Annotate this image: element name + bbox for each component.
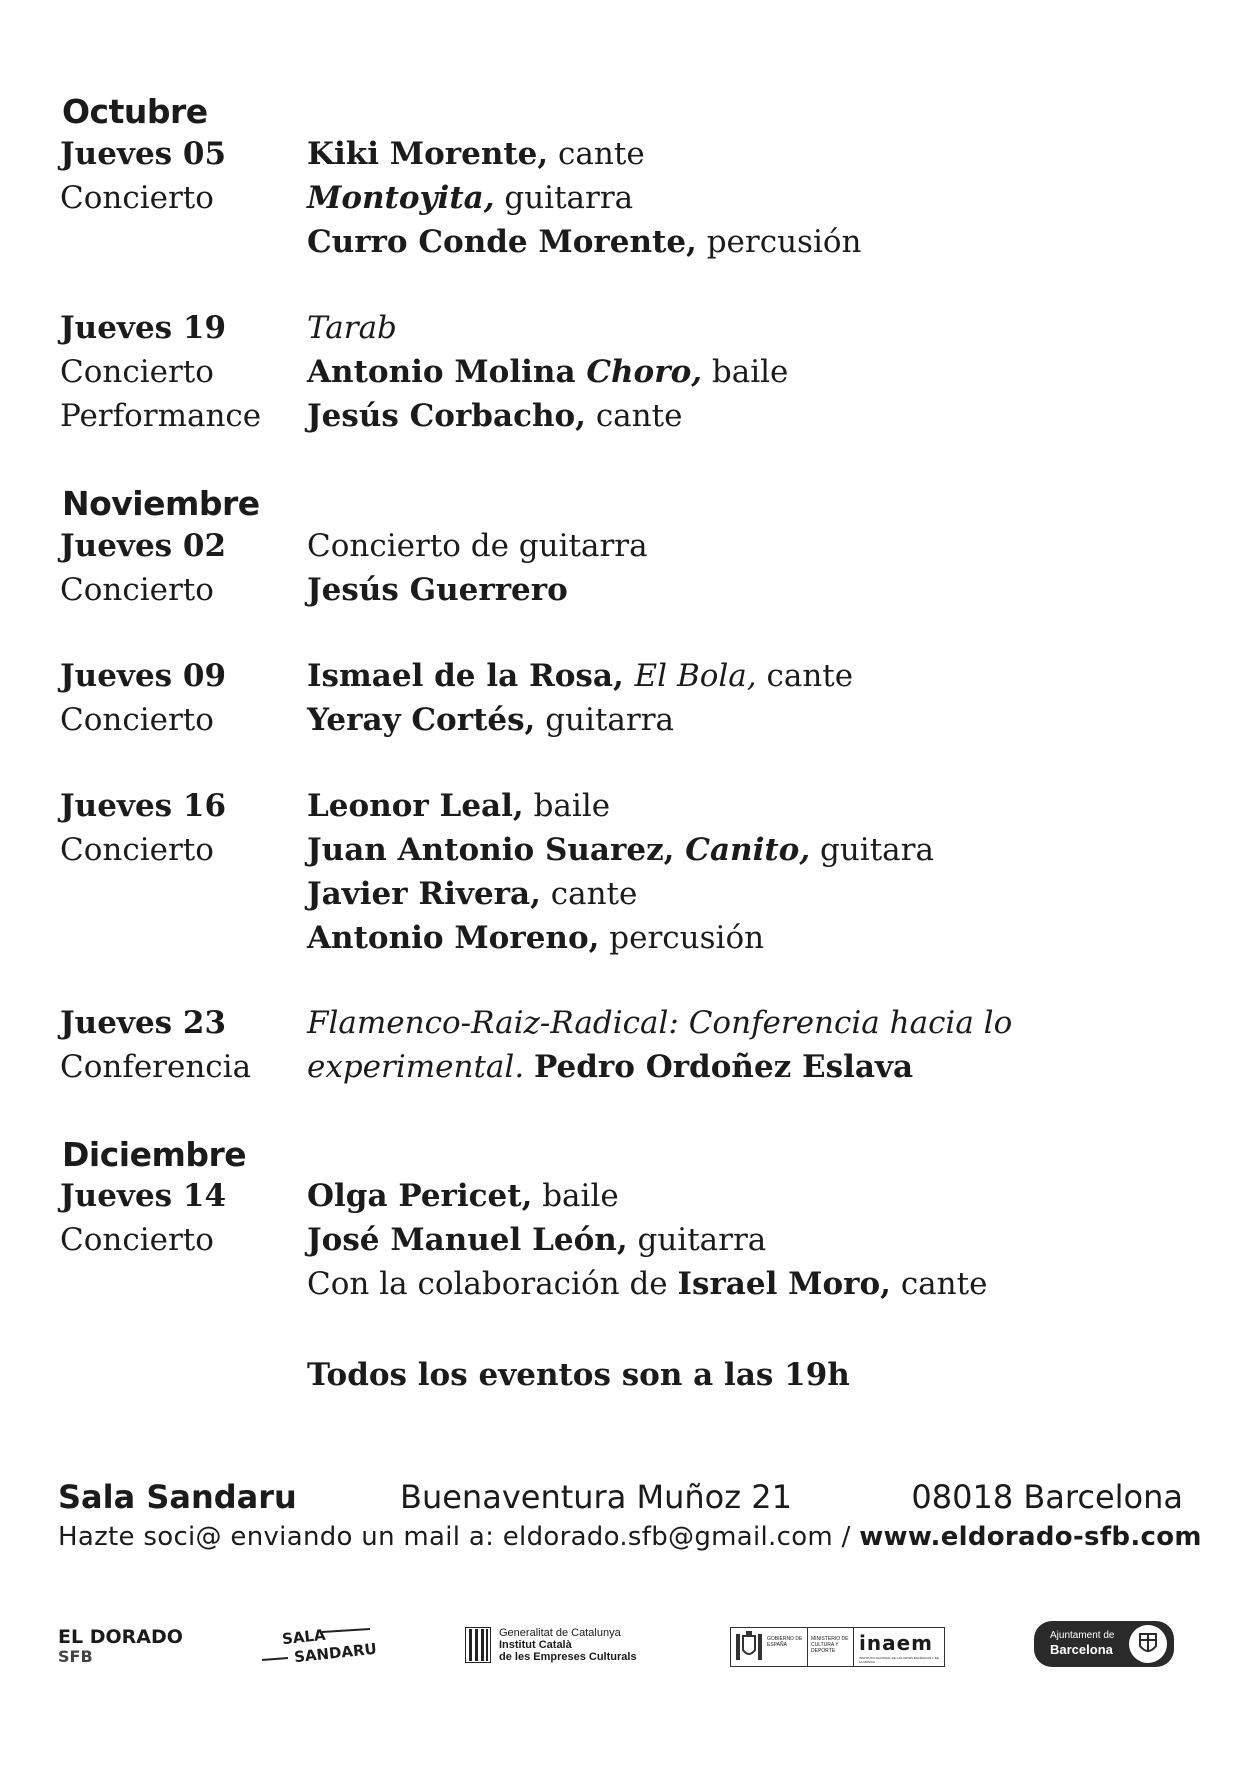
event-type: Concierto (60, 832, 214, 868)
role-text: Concierto de guitarra (307, 528, 648, 564)
performer-name: Olga Pericet, (307, 1178, 533, 1214)
performer-name: José Manuel León, (307, 1222, 628, 1258)
role-text: percusión (696, 224, 862, 260)
role-text: guitara (810, 832, 934, 868)
event-type: Concierto (60, 572, 214, 608)
performer-name: Antonio Moreno, (307, 920, 600, 956)
event-details (307, 132, 1187, 264)
event-type: Concierto (60, 180, 214, 216)
event-day: Jueves 09 (60, 658, 227, 694)
event-type: Performance (60, 398, 262, 434)
ajuntament-line1: Ajuntament de (1050, 1630, 1115, 1641)
inaem-subtitle: INSTITUTO NACIONAL DE LAS ARTES ESCÉNICAS Y DE LA MÚSICA (859, 1656, 939, 1664)
role-text: cante (890, 1266, 988, 1302)
performer-name: Choro, (586, 354, 703, 390)
event-type: Concierto (60, 354, 214, 390)
event-date-column (60, 524, 300, 612)
event-line (307, 1045, 1187, 1089)
performer-name: Javier Rivera, (307, 876, 541, 912)
catalan-flag-icon (465, 1627, 491, 1663)
venue-name: Sala Sandaru (58, 1478, 297, 1516)
event-date-column (60, 784, 300, 872)
event-line (307, 306, 1187, 350)
role-text: baile (523, 788, 611, 824)
generalitat-line1: Generalitat de Catalunya (499, 1627, 621, 1639)
event-line (307, 350, 1187, 394)
event-details (307, 654, 1187, 742)
event-day: Jueves 02 (60, 528, 227, 564)
event-line (307, 568, 1187, 612)
sala-sandaru-logo (258, 1624, 378, 1670)
role-text: cante (756, 658, 854, 694)
generalitat-line2: Institut Català (499, 1639, 572, 1651)
role-text: cante (540, 876, 638, 912)
performer-name: Israel Moro, (677, 1266, 891, 1302)
event-day: Jueves 05 (60, 136, 227, 172)
ministerio-text: MINISTERIO DE CULTURA Y DEPORTE (811, 1636, 849, 1654)
event-type: Conferencia (60, 1049, 252, 1085)
event-line (307, 872, 1187, 916)
role-text: experimental. (307, 1049, 535, 1085)
month-heading: Diciembre (62, 1135, 247, 1174)
role-text: Tarab (307, 310, 397, 346)
event-details (307, 306, 1187, 438)
event-line (307, 1218, 1187, 1262)
event-line (307, 132, 1187, 176)
event-details (307, 1174, 1187, 1306)
performer-name: Jesús Corbacho, (307, 398, 586, 434)
event-line (307, 698, 1187, 742)
eldorado-logo-line2: SFB (58, 1647, 93, 1666)
role-text: cante (548, 136, 645, 172)
role-text: guitarra (627, 1222, 767, 1258)
event-date-column (60, 1174, 300, 1262)
role-text: baile (702, 354, 789, 390)
role-text: percusión (599, 920, 765, 956)
spain-coat-of-arms-icon (734, 1630, 764, 1664)
website-link[interactable]: www.eldorado-sfb.com (859, 1522, 1202, 1552)
event-date-column (60, 132, 300, 220)
performer-name: Canito, (685, 832, 811, 868)
event-line (307, 654, 1187, 698)
role-text: Flamenco-Raiz-Radical: Conferencia hacia lo (307, 1005, 1013, 1041)
gobierno-text: GOBIERNO DE ESPAÑA (767, 1636, 803, 1648)
event-type: Concierto (60, 702, 214, 738)
event-day: Jueves 19 (60, 310, 227, 346)
ajuntament-line2: Barcelona (1050, 1642, 1113, 1657)
gobierno-inaem-logo (730, 1627, 945, 1667)
event-day: Jueves 23 (60, 1005, 227, 1041)
performer-name: Ismael de la Rosa, (307, 658, 635, 694)
event-line (307, 1001, 1187, 1045)
month-heading: Noviembre (62, 484, 260, 523)
event-line (307, 1174, 1187, 1218)
month-heading: Octubre (62, 92, 208, 131)
event-details (307, 524, 1187, 612)
role-text: baile (532, 1178, 619, 1214)
inaem-brand: inaem (859, 1631, 933, 1655)
performer-name: Leonor Leal, (307, 788, 524, 824)
role-text: guitarra (535, 702, 674, 738)
event-line (307, 784, 1187, 828)
performer-name: Antonio Molina (307, 354, 587, 390)
event-line (307, 828, 1187, 872)
role-text: cante (585, 398, 683, 434)
event-type: Concierto (60, 1222, 214, 1258)
event-day: Jueves 16 (60, 788, 227, 824)
performer-name: Jesús Guerrero (307, 572, 568, 608)
event-date-column (60, 654, 300, 742)
event-line (307, 1262, 1187, 1306)
sandaru-logo-line2: SANDARU (293, 1639, 378, 1667)
event-line (307, 916, 1187, 960)
membership-line (58, 1522, 1202, 1552)
membership-text: Hazte soci@ enviando un mail a: eldorado.sfb@gmail.com / (58, 1522, 860, 1552)
eldorado-logo (58, 1627, 183, 1667)
performer-name: Curro Conde Morente, (307, 224, 697, 260)
role-text: El Bola, (634, 658, 757, 694)
performer-name: Pedro Ordoñez Eslava (534, 1049, 914, 1085)
performer-name: Juan Antonio Suarez, (307, 832, 686, 868)
performer-name: Kiki Morente, (307, 136, 549, 172)
event-line (307, 524, 1187, 568)
event-date-column (60, 306, 300, 438)
event-day: Jueves 14 (60, 1178, 227, 1214)
generalitat-line3: de les Empreses Culturals (499, 1651, 637, 1663)
event-line (307, 394, 1187, 438)
event-line (307, 176, 1187, 220)
eldorado-logo-line1: EL DORADO (58, 1626, 183, 1648)
role-text: guitarra (494, 180, 634, 216)
venue-address: Buenaventura Muñoz 21 (400, 1478, 792, 1516)
performer-name: Montoyita, (307, 180, 495, 216)
schedule-note: Todos los eventos son a las 19h (307, 1357, 850, 1393)
venue-city: 08018 Barcelona (911, 1478, 1183, 1516)
performer-name: Yeray Cortés, (307, 702, 536, 738)
barcelona-shield-icon (1128, 1624, 1168, 1664)
ajuntament-logo (1034, 1621, 1174, 1667)
role-text: Con la colaboración de (307, 1266, 678, 1302)
event-details (307, 784, 1187, 960)
sandaru-logo-line1: SALA (281, 1625, 327, 1649)
event-line (307, 220, 1187, 264)
event-date-column (60, 1001, 300, 1089)
event-details (307, 1001, 1187, 1089)
